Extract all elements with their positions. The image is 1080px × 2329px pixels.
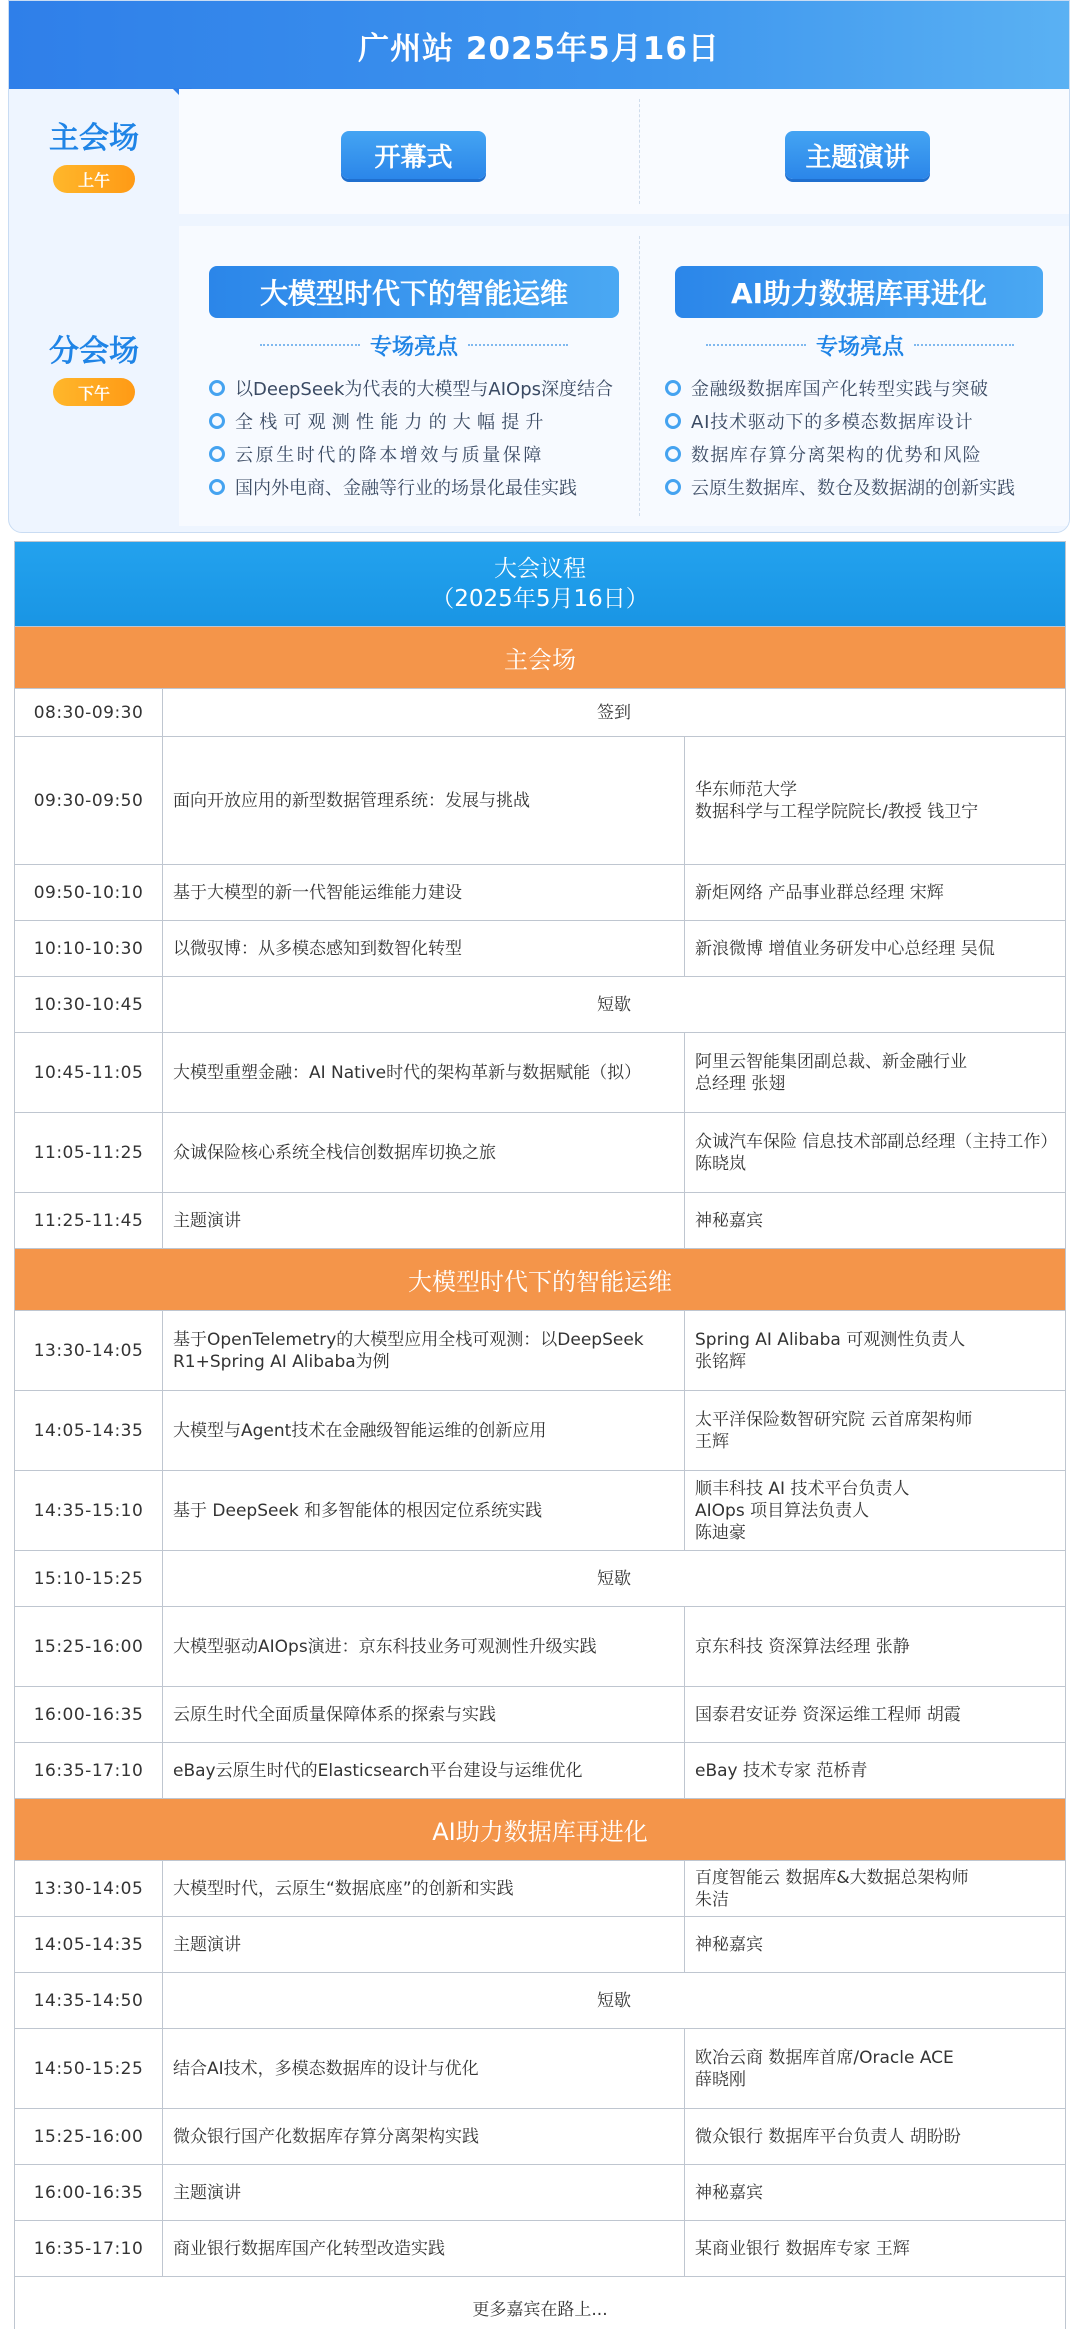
speaker-cell [685, 1033, 1065, 1112]
time-cell: 09:50-10:10 [15, 865, 163, 920]
speaker-cell [685, 2029, 1065, 2108]
table-row [15, 1550, 1065, 1606]
speaker-line: 微众银行 数据库平台负责人 胡盼盼 [695, 2126, 961, 2147]
topic-cell: 主题演讲 [163, 1193, 685, 1248]
session-opening-button[interactable]: 开幕式 [341, 131, 486, 179]
time-cell: 16:35-17:10 [15, 2221, 163, 2276]
main-venue-title: 主会场 [49, 121, 139, 156]
sub-venue-title: 分会场 [49, 334, 139, 369]
session-keynote-button[interactable]: 主题演讲 [785, 131, 930, 179]
speaker-cell [685, 1471, 1065, 1550]
speaker-line: 陈迪豪 [695, 1522, 746, 1543]
panel-divider [639, 99, 640, 204]
break-cell: 短歇 [597, 1990, 631, 2011]
sub-venue-panel [179, 226, 1070, 526]
time-cell: 10:45-11:05 [15, 1033, 163, 1112]
circle-bullet-icon [665, 479, 681, 495]
time-cell: 16:00-16:35 [15, 1687, 163, 1742]
main-venue-period-badge: 上午 [53, 165, 135, 193]
highlight-item [665, 404, 1065, 437]
speaker-line: 国泰君安证券 资深运维工程师 胡霞 [695, 1704, 961, 1725]
table-row [15, 920, 1065, 976]
topic-cell: 主题演讲 [163, 2165, 685, 2220]
agenda-table [14, 541, 1066, 2329]
section-header: AI助力数据库再进化 [15, 1798, 1065, 1860]
speaker-line: 神秘嘉宾 [695, 1934, 763, 1955]
topic-cell: 微众银行国产化数据库存算分离架构实践 [163, 2109, 685, 2164]
time-cell: 16:00-16:35 [15, 2165, 163, 2220]
agenda-header [15, 542, 1065, 626]
speaker-line: 数据科学与工程学院院长/教授 钱卫宁 [695, 801, 979, 822]
track-database-highlights [665, 371, 1065, 503]
highlight-item [209, 371, 629, 404]
topic-cell: 以微驭博：从多模态感知到数智化转型 [163, 921, 685, 976]
agenda-date: （2025年5月16日） [431, 586, 649, 612]
highlight-title: 专场亮点 [369, 334, 458, 360]
speaker-line: 新炬网络 产品事业群总经理 宋辉 [695, 882, 944, 903]
sub-venue-label [9, 326, 179, 406]
topic-cell: 基于OpenTelemetry的大模型应用全栈可观测：以DeepSeek R1+Spring AI Alibaba为例 [163, 1311, 685, 1390]
time-cell: 16:35-17:10 [15, 1743, 163, 1798]
table-row [15, 688, 1065, 736]
speaker-line: 京东科技 资深算法经理 张静 [695, 1636, 910, 1657]
highlight-item [665, 437, 1065, 470]
topic-cell: 大模型重塑金融：AI Native时代的架构革新与数据赋能（拟） [163, 1033, 685, 1112]
table-row [15, 1686, 1065, 1742]
topic-cell: 云原生时代全面质量保障体系的探索与实践 [163, 1687, 685, 1742]
circle-bullet-icon [209, 380, 225, 396]
speaker-line: 欧冶云商 数据库首席/Oracle ACE [695, 2047, 954, 2068]
speaker-cell [685, 1861, 1065, 1916]
track-aiops-highlights [209, 371, 629, 503]
event-header [9, 1, 1069, 89]
table-row [15, 736, 1065, 864]
speaker-line: 阿里云智能集团副总裁、新金融行业 [695, 1051, 967, 1072]
circle-bullet-icon [209, 446, 225, 462]
highlight-item [209, 437, 629, 470]
track-database-title[interactable]: AI助力数据库再进化 [675, 266, 1043, 318]
speaker-cell [685, 2109, 1065, 2164]
time-cell: 13:30-14:05 [15, 1311, 163, 1390]
speaker-line: Spring AI Alibaba 可观测性负责人 [695, 1329, 966, 1350]
highlight-item [209, 404, 629, 437]
section-header: 主会场 [15, 626, 1065, 688]
speaker-cell [685, 1607, 1065, 1686]
highlight-item [665, 470, 1065, 503]
dotted-line [468, 344, 568, 346]
table-row [15, 1606, 1065, 1686]
circle-bullet-icon [665, 446, 681, 462]
speaker-line: 薛晓刚 [695, 2069, 746, 2090]
overview-card [8, 0, 1070, 533]
table-row [15, 1390, 1065, 1470]
event-title: 广州站 2025年5月16日 [358, 30, 720, 67]
topic-cell: 大模型时代，云原生“数据底座”的创新和实践 [163, 1861, 685, 1916]
speaker-cell [685, 1687, 1065, 1742]
speaker-line: 顺丰科技 AI 技术平台负责人 [695, 1478, 910, 1499]
highlight-text: 国内外电商、金融等行业的场景化最佳实践 [235, 477, 577, 499]
highlight-item [209, 470, 629, 503]
main-venue-panel [179, 89, 1070, 214]
speaker-cell [685, 1193, 1065, 1248]
table-row [15, 2164, 1065, 2220]
topic-cell: 基于 DeepSeek 和多智能体的根因定位系统实践 [163, 1471, 685, 1550]
topic-cell: 大模型驱动AIOps演进：京东科技业务可观测性升级实践 [163, 1607, 685, 1686]
table-row [15, 976, 1065, 1032]
agenda-title: 大会议程 [494, 556, 586, 582]
main-venue-label [9, 113, 179, 193]
topic-cell: eBay云原生时代的Elasticsearch平台建设与运维优化 [163, 1743, 685, 1798]
speaker-cell [685, 1743, 1065, 1798]
table-row [15, 1192, 1065, 1248]
speaker-cell [685, 1391, 1065, 1470]
topic-cell: 结合AI技术，多模态数据库的设计与优化 [163, 2029, 685, 2108]
highlight-text: AI技术驱动下的多模态数据库设计 [691, 411, 974, 433]
time-cell: 14:05-14:35 [15, 1391, 163, 1470]
circle-bullet-icon [209, 413, 225, 429]
table-row [15, 2108, 1065, 2164]
speaker-line: 神秘嘉宾 [695, 1210, 763, 1231]
track-database-highlight-heading [655, 330, 1065, 360]
speaker-cell [685, 921, 1065, 976]
time-cell: 11:25-11:45 [15, 1193, 163, 1248]
highlight-text: 以DeepSeek为代表的大模型与AIOps深度结合 [235, 378, 614, 400]
time-cell: 15:25-16:00 [15, 2109, 163, 2164]
time-cell: 10:30-10:45 [15, 977, 163, 1032]
time-cell: 13:30-14:05 [15, 1861, 163, 1916]
speaker-line: 太平洋保险数智研究院 云首席架构师 [695, 1409, 973, 1430]
speaker-line: 总经理 张翅 [695, 1073, 786, 1094]
table-row [15, 2028, 1065, 2108]
speaker-line: 新浪微博 增值业务研发中心总经理 吴侃 [695, 938, 995, 959]
table-row [15, 1310, 1065, 1390]
time-cell: 08:30-09:30 [15, 689, 163, 736]
speaker-cell [685, 865, 1065, 920]
time-cell: 14:35-15:10 [15, 1471, 163, 1550]
time-cell: 10:10-10:30 [15, 921, 163, 976]
time-cell: 11:05-11:25 [15, 1113, 163, 1192]
table-row [15, 2220, 1065, 2276]
track-aiops-highlight-heading [199, 330, 629, 360]
table-row [15, 1112, 1065, 1192]
break-cell: 签到 [597, 702, 631, 723]
time-cell: 14:35-14:50 [15, 1973, 163, 2028]
speaker-cell [685, 1311, 1065, 1390]
topic-cell: 面向开放应用的新型数据管理系统：发展与挑战 [163, 737, 685, 864]
time-cell: 15:10-15:25 [15, 1551, 163, 1606]
table-row [15, 1742, 1065, 1798]
table-row [15, 864, 1065, 920]
highlight-text: 云原生数据库、数仓及数据湖的创新实践 [691, 477, 1015, 499]
topic-cell: 主题演讲 [163, 1917, 685, 1972]
speaker-line: 华东师范大学 [695, 779, 797, 800]
highlight-text: 金融级数据库国产化转型实践与突破 [691, 378, 989, 400]
speaker-line: 张铭辉 [695, 1351, 746, 1372]
dotted-line [260, 344, 360, 346]
speaker-cell [685, 2165, 1065, 2220]
table-row [15, 1860, 1065, 1916]
speaker-line: eBay 技术专家 范桥青 [695, 1760, 868, 1781]
circle-bullet-icon [209, 479, 225, 495]
highlight-text: 数据库存算分离架构的优势和风险 [691, 444, 982, 466]
speaker-line: 王辉 [695, 1431, 729, 1452]
more-speakers-note: 更多嘉宾在路上... [15, 2276, 1065, 2329]
time-cell: 14:05-14:35 [15, 1917, 163, 1972]
topic-cell: 众诚保险核心系统全栈信创数据库切换之旅 [163, 1113, 685, 1192]
panel-divider [639, 236, 640, 516]
circle-bullet-icon [665, 380, 681, 396]
highlight-item [665, 371, 1065, 404]
section-header: 大模型时代下的智能运维 [15, 1248, 1065, 1310]
time-cell: 09:30-09:50 [15, 737, 163, 864]
break-cell: 短歇 [597, 994, 631, 1015]
speaker-cell [685, 1113, 1065, 1192]
speaker-line: 陈晓岚 [695, 1153, 746, 1174]
circle-bullet-icon [665, 413, 681, 429]
highlight-title: 专场亮点 [815, 334, 904, 360]
speaker-line: 神秘嘉宾 [695, 2182, 763, 2203]
highlight-text: 云原生时代的降本增效与质量保障 [235, 444, 544, 466]
topic-cell: 商业银行数据库国产化转型改造实践 [163, 2221, 685, 2276]
speaker-line: 百度智能云 数据库&大数据总架构师 [695, 1867, 969, 1888]
agenda-body [15, 626, 1065, 2276]
topic-cell: 基于大模型的新一代智能运维能力建设 [163, 865, 685, 920]
break-cell: 短歇 [597, 1568, 631, 1589]
dotted-line [706, 344, 806, 346]
speaker-line: 众诚汽车保险 信息技术部副总经理（主持工作） [695, 1131, 1058, 1152]
speaker-line: AIOps 项目算法负责人 [695, 1500, 870, 1521]
highlight-text: 全栈可观测性能力的大幅提升 [235, 411, 550, 433]
time-cell: 14:50-15:25 [15, 2029, 163, 2108]
dotted-line [914, 344, 1014, 346]
speaker-line: 某商业银行 数据库专家 王辉 [695, 2238, 910, 2259]
table-row [15, 1032, 1065, 1112]
track-aiops-title[interactable]: 大模型时代下的智能运维 [209, 266, 619, 318]
time-cell: 15:25-16:00 [15, 1607, 163, 1686]
speaker-cell [685, 1917, 1065, 1972]
table-row [15, 1470, 1065, 1550]
speaker-line: 朱洁 [695, 1889, 729, 1910]
table-row [15, 1916, 1065, 1972]
topic-cell: 大模型与Agent技术在金融级智能运维的创新应用 [163, 1391, 685, 1470]
speaker-cell [685, 737, 1065, 864]
table-row [15, 1972, 1065, 2028]
speaker-cell [685, 2221, 1065, 2276]
sub-venue-period-badge: 下午 [53, 378, 135, 406]
